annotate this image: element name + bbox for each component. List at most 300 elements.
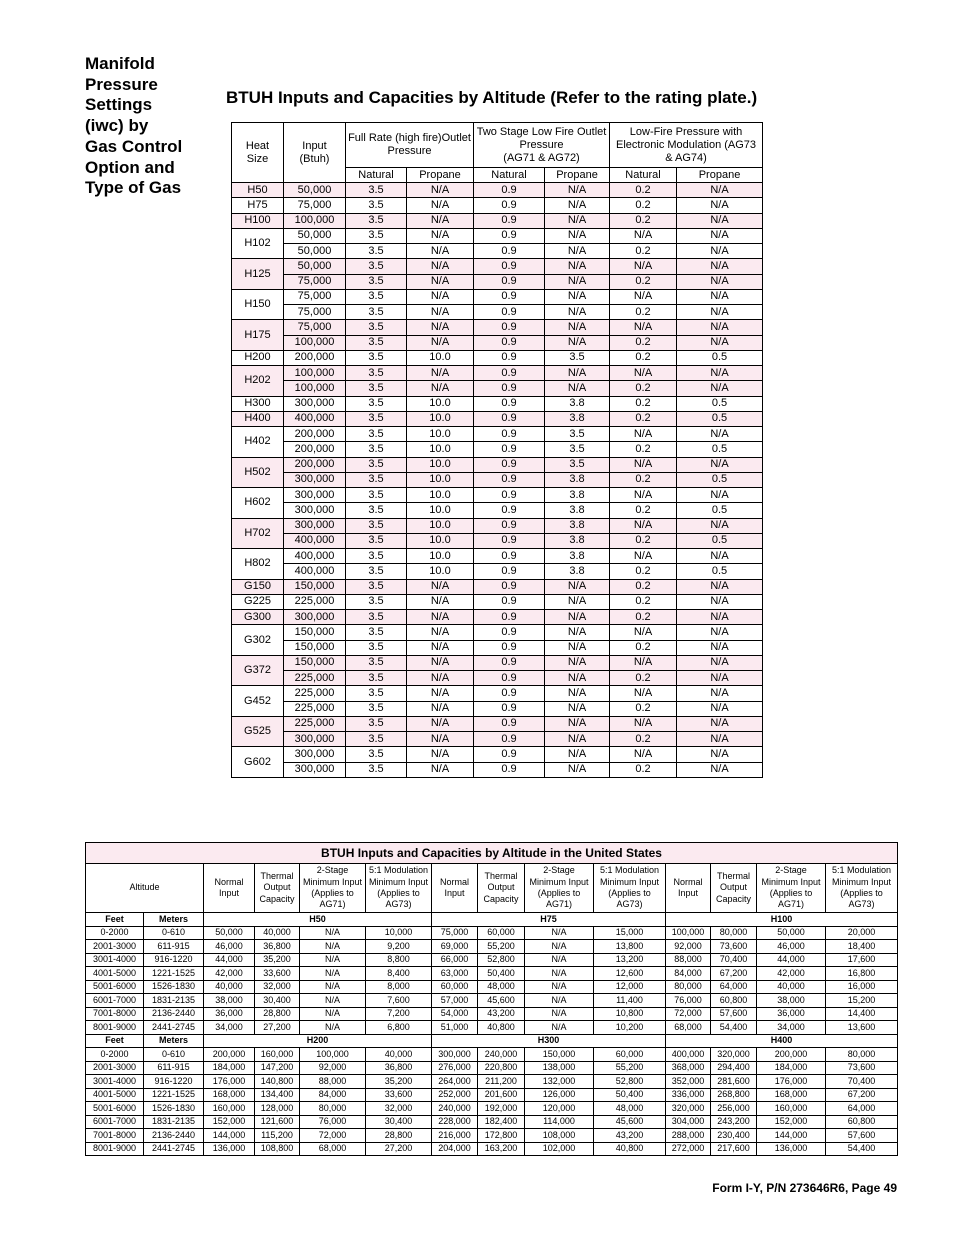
thermal-output-cell: 60,800 [711,994,757,1008]
altitude-row [86,953,898,967]
two-stage-natural-cell: 0.9 [474,610,545,625]
pressure-row [232,183,763,198]
low-fire-propane-cell: N/A [677,655,763,670]
meters-cell: 0-610 [144,926,204,940]
two-stage-propane-cell: 3.8 [545,549,610,564]
modulation-min-input-cell: 11,400 [594,994,666,1008]
input-cell: 100,000 [284,335,346,350]
low-fire-propane-cell: 0.5 [677,503,763,518]
input-cell: 300,000 [284,732,346,747]
two-stage-propane-cell: N/A [545,747,610,762]
low-fire-propane-cell: N/A [677,671,763,686]
modulation-min-input-cell: 8,800 [366,953,432,967]
low-fire-natural-cell: 0.2 [610,274,677,289]
two-stage-propane-cell: N/A [545,762,610,777]
meters-cell: 1526-1830 [144,1102,204,1116]
two-stage-propane-cell: N/A [545,579,610,594]
two-stage-propane-cell: N/A [545,381,610,396]
input-cell: 75,000 [284,274,346,289]
pressure-row [232,503,763,518]
altitude-subheader-row [86,1034,898,1048]
manifold-pressure-table [231,122,763,778]
input-cell: 300,000 [284,610,346,625]
two-stage-propane-cell: N/A [545,366,610,381]
full-rate-natural-cell: 3.5 [346,671,407,686]
full-rate-propane-cell: N/A [407,244,474,259]
altitude-row [86,1061,898,1075]
full-rate-propane-cell: 10.0 [407,457,474,472]
normal-input-cell: 176,000 [204,1075,255,1089]
two-stage-natural-cell: 0.9 [474,259,545,274]
model-label: H50 [204,913,432,927]
pressure-row [232,533,763,548]
input-cell: 150,000 [284,579,346,594]
altitude-subheader-row [86,913,898,927]
normal-input-cell: 54,000 [432,1007,478,1021]
two-stage-propane-cell: N/A [545,259,610,274]
heat-size-cell: G300 [232,610,284,625]
altitude-table-title: BTUH Inputs and Capacities by Altitude in the United States [86,843,898,864]
full-rate-propane-cell: N/A [407,183,474,198]
two-stage-min-input-cell: 68,000 [300,1142,366,1156]
thermal-output-cell: 57,600 [711,1007,757,1021]
full-rate-propane-cell: N/A [407,625,474,640]
heat-size-cell: H102 [232,228,284,259]
full-rate-propane-cell: 10.0 [407,472,474,487]
full-rate-propane-cell: 10.0 [407,350,474,365]
low-fire-propane-cell: N/A [677,289,763,304]
pressure-row [232,305,763,320]
heat-size-cell: H100 [232,213,284,228]
low-fire-propane-cell: N/A [677,594,763,609]
two-stage-min-input-cell: N/A [300,967,366,981]
altitude-header-row [86,864,898,913]
heat-size-cell: H802 [232,549,284,580]
thermal-output-cell: 140,800 [255,1075,300,1089]
two-stage-propane-cell: 3.8 [545,533,610,548]
two-stage-natural-cell: 0.9 [474,274,545,289]
low-fire-propane-cell: N/A [677,259,763,274]
low-fire-propane-cell: N/A [677,610,763,625]
input-cell: 50,000 [284,244,346,259]
heat-size-cell: H200 [232,350,284,365]
normal-input-cell: 336,000 [666,1088,711,1102]
two-stage-min-input-cell: N/A [525,953,594,967]
modulation-min-input-cell: 12,000 [594,980,666,994]
modulation-min-input-cell: 54,400 [826,1142,898,1156]
two-stage-natural-cell: 0.9 [474,320,545,335]
pressure-row [232,488,763,503]
two-stage-min-input-cell: 36,000 [757,1007,826,1021]
low-fire-natural-cell: N/A [610,747,677,762]
thermal-output-cell: 134,400 [255,1088,300,1102]
pressure-row [232,350,763,365]
thermal-output-cell: 48,000 [478,980,525,994]
two-stage-min-input-cell: N/A [525,1007,594,1021]
low-fire-natural-cell: 0.2 [610,610,677,625]
pressure-row [232,320,763,335]
low-fire-natural-cell: 0.2 [610,701,677,716]
modulation-min-input-cell: 80,000 [826,1048,898,1062]
modulation-min-input-cell: 57,600 [826,1129,898,1143]
two-stage-natural-cell: 0.9 [474,305,545,320]
two-stage-min-input-cell: 76,000 [300,1115,366,1129]
two-stage-min-input-cell: N/A [525,980,594,994]
normal-input-cell: 76,000 [666,994,711,1008]
pressure-row [232,518,763,533]
two-stage-propane-cell: N/A [545,274,610,289]
modulation-min-input-cell: 28,800 [366,1129,432,1143]
input-cell: 75,000 [284,289,346,304]
input-cell: 200,000 [284,427,346,442]
full-rate-propane-cell: 10.0 [407,564,474,579]
two-stage-min-input-cell: N/A [525,967,594,981]
full-rate-propane-cell: N/A [407,732,474,747]
two-stage-min-input-cell: 92,000 [300,1061,366,1075]
full-rate-header: Full Rate (high fire)Outlet Pressure [346,123,474,168]
two-stage-propane-cell: N/A [545,335,610,350]
heat-size-cell: H300 [232,396,284,411]
low-fire-propane-cell: 0.5 [677,396,763,411]
modulation-min-input-cell: 10,800 [594,1007,666,1021]
modulation-min-input-header: 5:1 Modulation Minimum Input (Applies to AG73) [826,864,898,913]
low-fire-propane-cell: N/A [677,518,763,533]
low-fire-natural-cell: 0.2 [610,640,677,655]
low-fire-propane-cell: N/A [677,198,763,213]
modulation-min-input-cell: 43,200 [594,1129,666,1143]
low-fire-natural-cell: 0.2 [610,183,677,198]
two-stage-min-input-cell: 160,000 [757,1102,826,1116]
full-rate-natural-cell: 3.5 [346,305,407,320]
thermal-output-cell: 108,800 [255,1142,300,1156]
full-rate-propane-cell: N/A [407,747,474,762]
two-stage-min-input-cell: N/A [525,926,594,940]
heat-size-cell: H202 [232,366,284,397]
thermal-output-cell: 64,000 [711,980,757,994]
feet-header: Feet [86,913,144,927]
input-cell: 225,000 [284,701,346,716]
full-rate-natural-cell: 3.5 [346,533,407,548]
input-cell: 200,000 [284,457,346,472]
normal-input-cell: 42,000 [204,967,255,981]
page-footer: Form I-Y, P/N 273646R6, Page 49 [712,1181,897,1195]
two-stage-min-input-cell: 184,000 [757,1061,826,1075]
full-rate-natural-cell: 3.5 [346,518,407,533]
two-stage-min-input-cell: N/A [525,1021,594,1035]
low-fire-natural-cell: 0.2 [610,213,677,228]
page-title: BTUH Inputs and Capacities by Altitude (Refer to the rating plate.) [226,88,758,107]
low-fire-natural-cell: N/A [610,259,677,274]
heat-size-cell: G225 [232,594,284,609]
thermal-output-cell: 35,200 [255,953,300,967]
low-fire-propane-cell: N/A [677,625,763,640]
modulation-min-input-cell: 36,800 [366,1061,432,1075]
meters-cell: 1221-1525 [144,967,204,981]
pressure-row [232,594,763,609]
two-stage-min-input-cell: 80,000 [300,1102,366,1116]
full-rate-natural-cell: 3.5 [346,732,407,747]
pressure-row [232,564,763,579]
feet-cell: 4001-5000 [86,1088,144,1102]
two-stage-natural-cell: 0.9 [474,289,545,304]
pressure-row [232,472,763,487]
full-rate-natural-cell: 3.5 [346,472,407,487]
model-label: H300 [432,1034,666,1048]
low-fire-propane-cell: N/A [677,183,763,198]
low-fire-natural-cell: 0.2 [610,564,677,579]
modulation-min-input-cell: 27,200 [366,1142,432,1156]
pressure-row [232,411,763,426]
two-stage-min-input-cell: 150,000 [525,1048,594,1062]
feet-cell: 7001-8000 [86,1129,144,1143]
two-stage-natural-cell: 0.9 [474,244,545,259]
full-rate-natural-cell: 3.5 [346,274,407,289]
low-fire-natural-cell: N/A [610,549,677,564]
thermal-output-cell: 45,600 [478,994,525,1008]
full-rate-propane-cell: N/A [407,762,474,777]
input-cell: 200,000 [284,350,346,365]
normal-input-cell: 204,000 [432,1142,478,1156]
low-fire-propane-cell: 0.5 [677,411,763,426]
altitude-row [86,1021,898,1035]
low-fire-propane-cell: N/A [677,701,763,716]
altitude-row [86,1129,898,1143]
full-rate-natural-cell: 3.5 [346,549,407,564]
two-stage-natural-cell: 0.9 [474,579,545,594]
pressure-row [232,396,763,411]
heat-size-cell: G302 [232,625,284,656]
thermal-output-cell: 32,000 [255,980,300,994]
input-header: Input (Btuh) [284,123,346,183]
pressure-row [232,289,763,304]
modulation-min-input-cell: 52,800 [594,1075,666,1089]
low-fire-propane-cell: 0.5 [677,533,763,548]
manifold-pressure-heading: Manifold Pressure Settings (iwc) by Gas Control Option and Type of Gas [85,54,183,198]
modulation-min-input-cell: 10,000 [366,926,432,940]
two-stage-min-input-cell: N/A [300,953,366,967]
pressure-row [232,335,763,350]
two-stage-propane-cell: N/A [545,610,610,625]
altitude-row [86,1088,898,1102]
input-cell: 100,000 [284,213,346,228]
modulation-min-input-cell: 8,000 [366,980,432,994]
low-fire-propane-cell: N/A [677,213,763,228]
modulation-min-input-cell: 7,200 [366,1007,432,1021]
full-rate-propane-cell: N/A [407,198,474,213]
full-rate-propane-cell: N/A [407,366,474,381]
meters-cell: 1831-2135 [144,1115,204,1129]
full-rate-natural-cell: 3.5 [346,366,407,381]
feet-cell: 8001-9000 [86,1021,144,1035]
full-rate-propane-cell: N/A [407,274,474,289]
full-rate-propane-cell: 10.0 [407,549,474,564]
altitude-table-body [86,913,898,1156]
pressure-row [232,198,763,213]
heat-size-cell: H125 [232,259,284,290]
input-cell: 75,000 [284,198,346,213]
input-cell: 225,000 [284,686,346,701]
thermal-output-cell: 73,600 [711,940,757,954]
normal-input-cell: 228,000 [432,1115,478,1129]
two-stage-natural-cell: 0.9 [474,762,545,777]
full-rate-propane-cell: N/A [407,259,474,274]
thermal-output-cell: 294,400 [711,1061,757,1075]
normal-input-cell: 68,000 [666,1021,711,1035]
low-fire-natural-cell: 0.2 [610,472,677,487]
feet-cell: 0-2000 [86,1048,144,1062]
two-stage-natural-cell: 0.9 [474,518,545,533]
altitude-row [86,940,898,954]
thermal-output-cell: 55,200 [478,940,525,954]
thermal-output-cell: 230,400 [711,1129,757,1143]
two-stage-propane-cell: 3.5 [545,350,610,365]
full-rate-natural-cell: 3.5 [346,244,407,259]
feet-cell: 7001-8000 [86,1007,144,1021]
two-stage-propane-cell: N/A [545,655,610,670]
pressure-row [232,457,763,472]
feet-cell: 8001-9000 [86,1142,144,1156]
two-stage-propane-cell: N/A [545,732,610,747]
low-fire-propane-cell: 0.5 [677,350,763,365]
two-stage-natural-cell: 0.9 [474,671,545,686]
modulation-min-input-cell: 33,600 [366,1088,432,1102]
two-stage-natural-cell: 0.9 [474,411,545,426]
thermal-output-cell: 28,800 [255,1007,300,1021]
full-rate-natural-cell: 3.5 [346,381,407,396]
full-rate-natural-cell: 3.5 [346,625,407,640]
thermal-output-cell: 52,800 [478,953,525,967]
two-stage-min-input-cell: 114,000 [525,1115,594,1129]
modulation-min-input-cell: 16,000 [826,980,898,994]
two-stage-min-input-cell: 102,000 [525,1142,594,1156]
thermal-output-header: Thermal Output Capacity [711,864,757,913]
pressure-row [232,549,763,564]
two-stage-min-input-cell: 100,000 [300,1048,366,1062]
input-cell: 50,000 [284,183,346,198]
modulation-min-input-cell: 40,800 [594,1142,666,1156]
modulation-min-input-cell: 35,200 [366,1075,432,1089]
two-stage-min-input-cell: 42,000 [757,967,826,981]
feet-cell: 2001-3000 [86,940,144,954]
pressure-row [232,671,763,686]
low-fire-natural-cell: 0.2 [610,305,677,320]
two-stage-propane-cell: 3.5 [545,427,610,442]
two-stage-min-input-cell: 44,000 [757,953,826,967]
input-cell: 100,000 [284,381,346,396]
low-fire-propane-cell: N/A [677,716,763,731]
two-stage-min-input-cell: 88,000 [300,1075,366,1089]
input-cell: 200,000 [284,442,346,457]
thermal-output-cell: 147,200 [255,1061,300,1075]
altitude-row [86,1102,898,1116]
meters-header: Meters [144,1034,204,1048]
heat-size-cell: G525 [232,716,284,747]
feet-header: Feet [86,1034,144,1048]
normal-input-cell: 168,000 [204,1088,255,1102]
low-fire-propane-cell: N/A [677,274,763,289]
full-rate-natural-cell: 3.5 [346,686,407,701]
modulation-min-input-cell: 13,600 [826,1021,898,1035]
pressure-row [232,640,763,655]
two-stage-natural-cell: 0.9 [474,564,545,579]
modulation-min-input-cell: 13,200 [594,953,666,967]
modulation-min-input-cell: 64,000 [826,1102,898,1116]
pressure-row [232,716,763,731]
normal-input-cell: 288,000 [666,1129,711,1143]
thermal-output-cell: 192,000 [478,1102,525,1116]
two-stage-natural-cell: 0.9 [474,198,545,213]
modulation-min-input-cell: 7,600 [366,994,432,1008]
natural-header: Natural [346,168,407,183]
full-rate-natural-cell: 3.5 [346,320,407,335]
low-fire-propane-cell: N/A [677,762,763,777]
full-rate-natural-cell: 3.5 [346,655,407,670]
two-stage-min-input-cell: 132,000 [525,1075,594,1089]
full-rate-propane-cell: 10.0 [407,442,474,457]
low-fire-natural-cell: N/A [610,686,677,701]
full-rate-natural-cell: 3.5 [346,488,407,503]
heat-size-cell: G452 [232,686,284,717]
full-rate-propane-cell: N/A [407,335,474,350]
altitude-capacity-table [85,842,898,1156]
natural-header: Natural [610,168,677,183]
meters-cell: 916-1220 [144,953,204,967]
normal-input-cell: 44,000 [204,953,255,967]
meters-cell: 1831-2135 [144,994,204,1008]
thermal-output-cell: 36,800 [255,940,300,954]
full-rate-natural-cell: 3.5 [346,213,407,228]
low-fire-natural-cell: N/A [610,716,677,731]
low-fire-propane-cell: 0.5 [677,442,763,457]
low-fire-natural-cell: N/A [610,488,677,503]
two-stage-natural-cell: 0.9 [474,716,545,731]
input-cell: 150,000 [284,625,346,640]
two-stage-natural-cell: 0.9 [474,228,545,243]
normal-input-cell: 46,000 [204,940,255,954]
full-rate-propane-cell: N/A [407,671,474,686]
meters-header: Meters [144,913,204,927]
modulation-min-input-cell: 20,000 [826,926,898,940]
thermal-output-cell: 43,200 [478,1007,525,1021]
thermal-output-header: Thermal Output Capacity [478,864,525,913]
normal-input-cell: 38,000 [204,994,255,1008]
normal-input-cell: 352,000 [666,1075,711,1089]
full-rate-natural-cell: 3.5 [346,762,407,777]
pressure-row [232,442,763,457]
heat-size-cell: H400 [232,411,284,426]
low-fire-propane-cell: N/A [677,686,763,701]
normal-input-cell: 63,000 [432,967,478,981]
two-stage-natural-cell: 0.9 [474,183,545,198]
full-rate-natural-cell: 3.5 [346,503,407,518]
low-fire-natural-cell: 0.2 [610,350,677,365]
two-stage-min-input-cell: N/A [525,940,594,954]
low-fire-natural-cell: 0.2 [610,335,677,350]
pressure-row [232,381,763,396]
input-cell: 150,000 [284,640,346,655]
two-stage-natural-cell: 0.9 [474,457,545,472]
two-stage-natural-cell: 0.9 [474,335,545,350]
full-rate-natural-cell: 3.5 [346,335,407,350]
two-stage-natural-cell: 0.9 [474,396,545,411]
thermal-output-cell: 160,000 [255,1048,300,1062]
altitude-title-row [86,843,898,864]
thermal-output-cell: 115,200 [255,1129,300,1143]
two-stage-natural-cell: 0.9 [474,366,545,381]
two-stage-header: Two Stage Low Fire Outlet Pressure (AG71 & AG72) [474,123,610,168]
two-stage-propane-cell: 3.8 [545,396,610,411]
two-stage-natural-cell: 0.9 [474,747,545,762]
